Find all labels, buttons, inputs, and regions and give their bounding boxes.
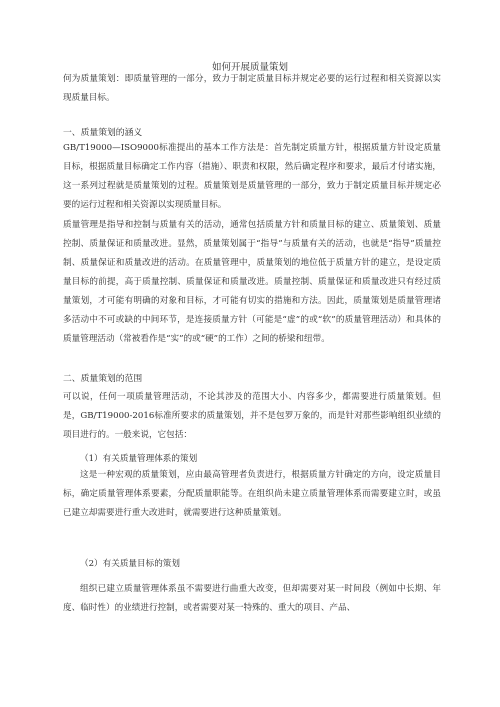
subsection2-paragraph: 组织已建立质量管理体系虽不需要进行曲重大改变，但却需要对某一时间段（例如中长期、年度、临时性）的业绩进行控制，或者需要对某一特殊的、重大的项目、产品、 [63,584,441,613]
subsection1-paragraph: 这是一种宏观的质量策划，应由最高管理者负责进行，根据质量方针确定的方向，设定质量目标，确定质量管理体系要素，分配质量职能等。在组织尚未建立质量管理体系而需要建立时，或虽已建立却需要进行重大改进时，就需要进行这种质量策划。 [63,470,441,518]
subsection1-heading: （1）有关质量管理体系的策划 [80,454,198,464]
intro-paragraph: 何为质量策划：即质量管理的一部分，致力于制定质量目标并规定必要的运行过程和相关资源以实现质量目标。 [63,74,441,103]
section1-heading: 一、质量策划的涵义 [63,128,143,138]
section2-heading: 二、质量策划的范围 [63,374,143,384]
document-title: 如何开展质量策划 [211,62,288,73]
subsection2-heading: （2）有关质量目标的策划 [80,559,180,569]
section1-paragraph-1: GB/T19000—ISO9000标准提出的基本工作方法是：首先制定质量方针，根据质量方针设定质量目标，根据质量目标确定工作内容（措施）、职责和权限，然后确定程序和要求，最后才付诸实施，这一系列过程就是质量策划的过程。质量策划是质量管理的一部分，致力于制定质量目标并规定必要的运行过程和相关资源以实现质量目标。 [63,143,441,210]
section2-paragraph-1: 可以说，任何一项质量管理活动，不论其涉及的范围大小、内容多少，都需要进行质量策划。但是，GB/T19000-2016标准所要求的质量策划，并不是包罗万象的，而是针对那些影响组织业绩的项目进行的。一般来说，它包括： [63,392,441,440]
section1-paragraph-2: 质量管理是指导和控制与质量有关的活动，通常包括质量方针和质量目标的建立、质量策划、质量控制、质量保证和质量改进。显然，质量策划属于“指导”与质量有关的活动，也就是“指导”质量控制、质量保证和质量改进的活动。在质量管理中，质量策划的地位低于质量方针的建立，是设定质量目标的前提，高于质量控制、质量保证和质量改进。质量控制、质量保证和质量改进只有经过质量策划，才可能有明确的对象和目标，才可能有切实的措施和方法。因此，质量策划是质量管理诸多活动中不可或缺的中间环节，是连接质量方针（可能是“虚”的或“软”的质量管理活动）和具体的质量管理活动（常被看作是“实”的或“硬”的工作）之间的桥梁和纽带。 [63,220,441,344]
